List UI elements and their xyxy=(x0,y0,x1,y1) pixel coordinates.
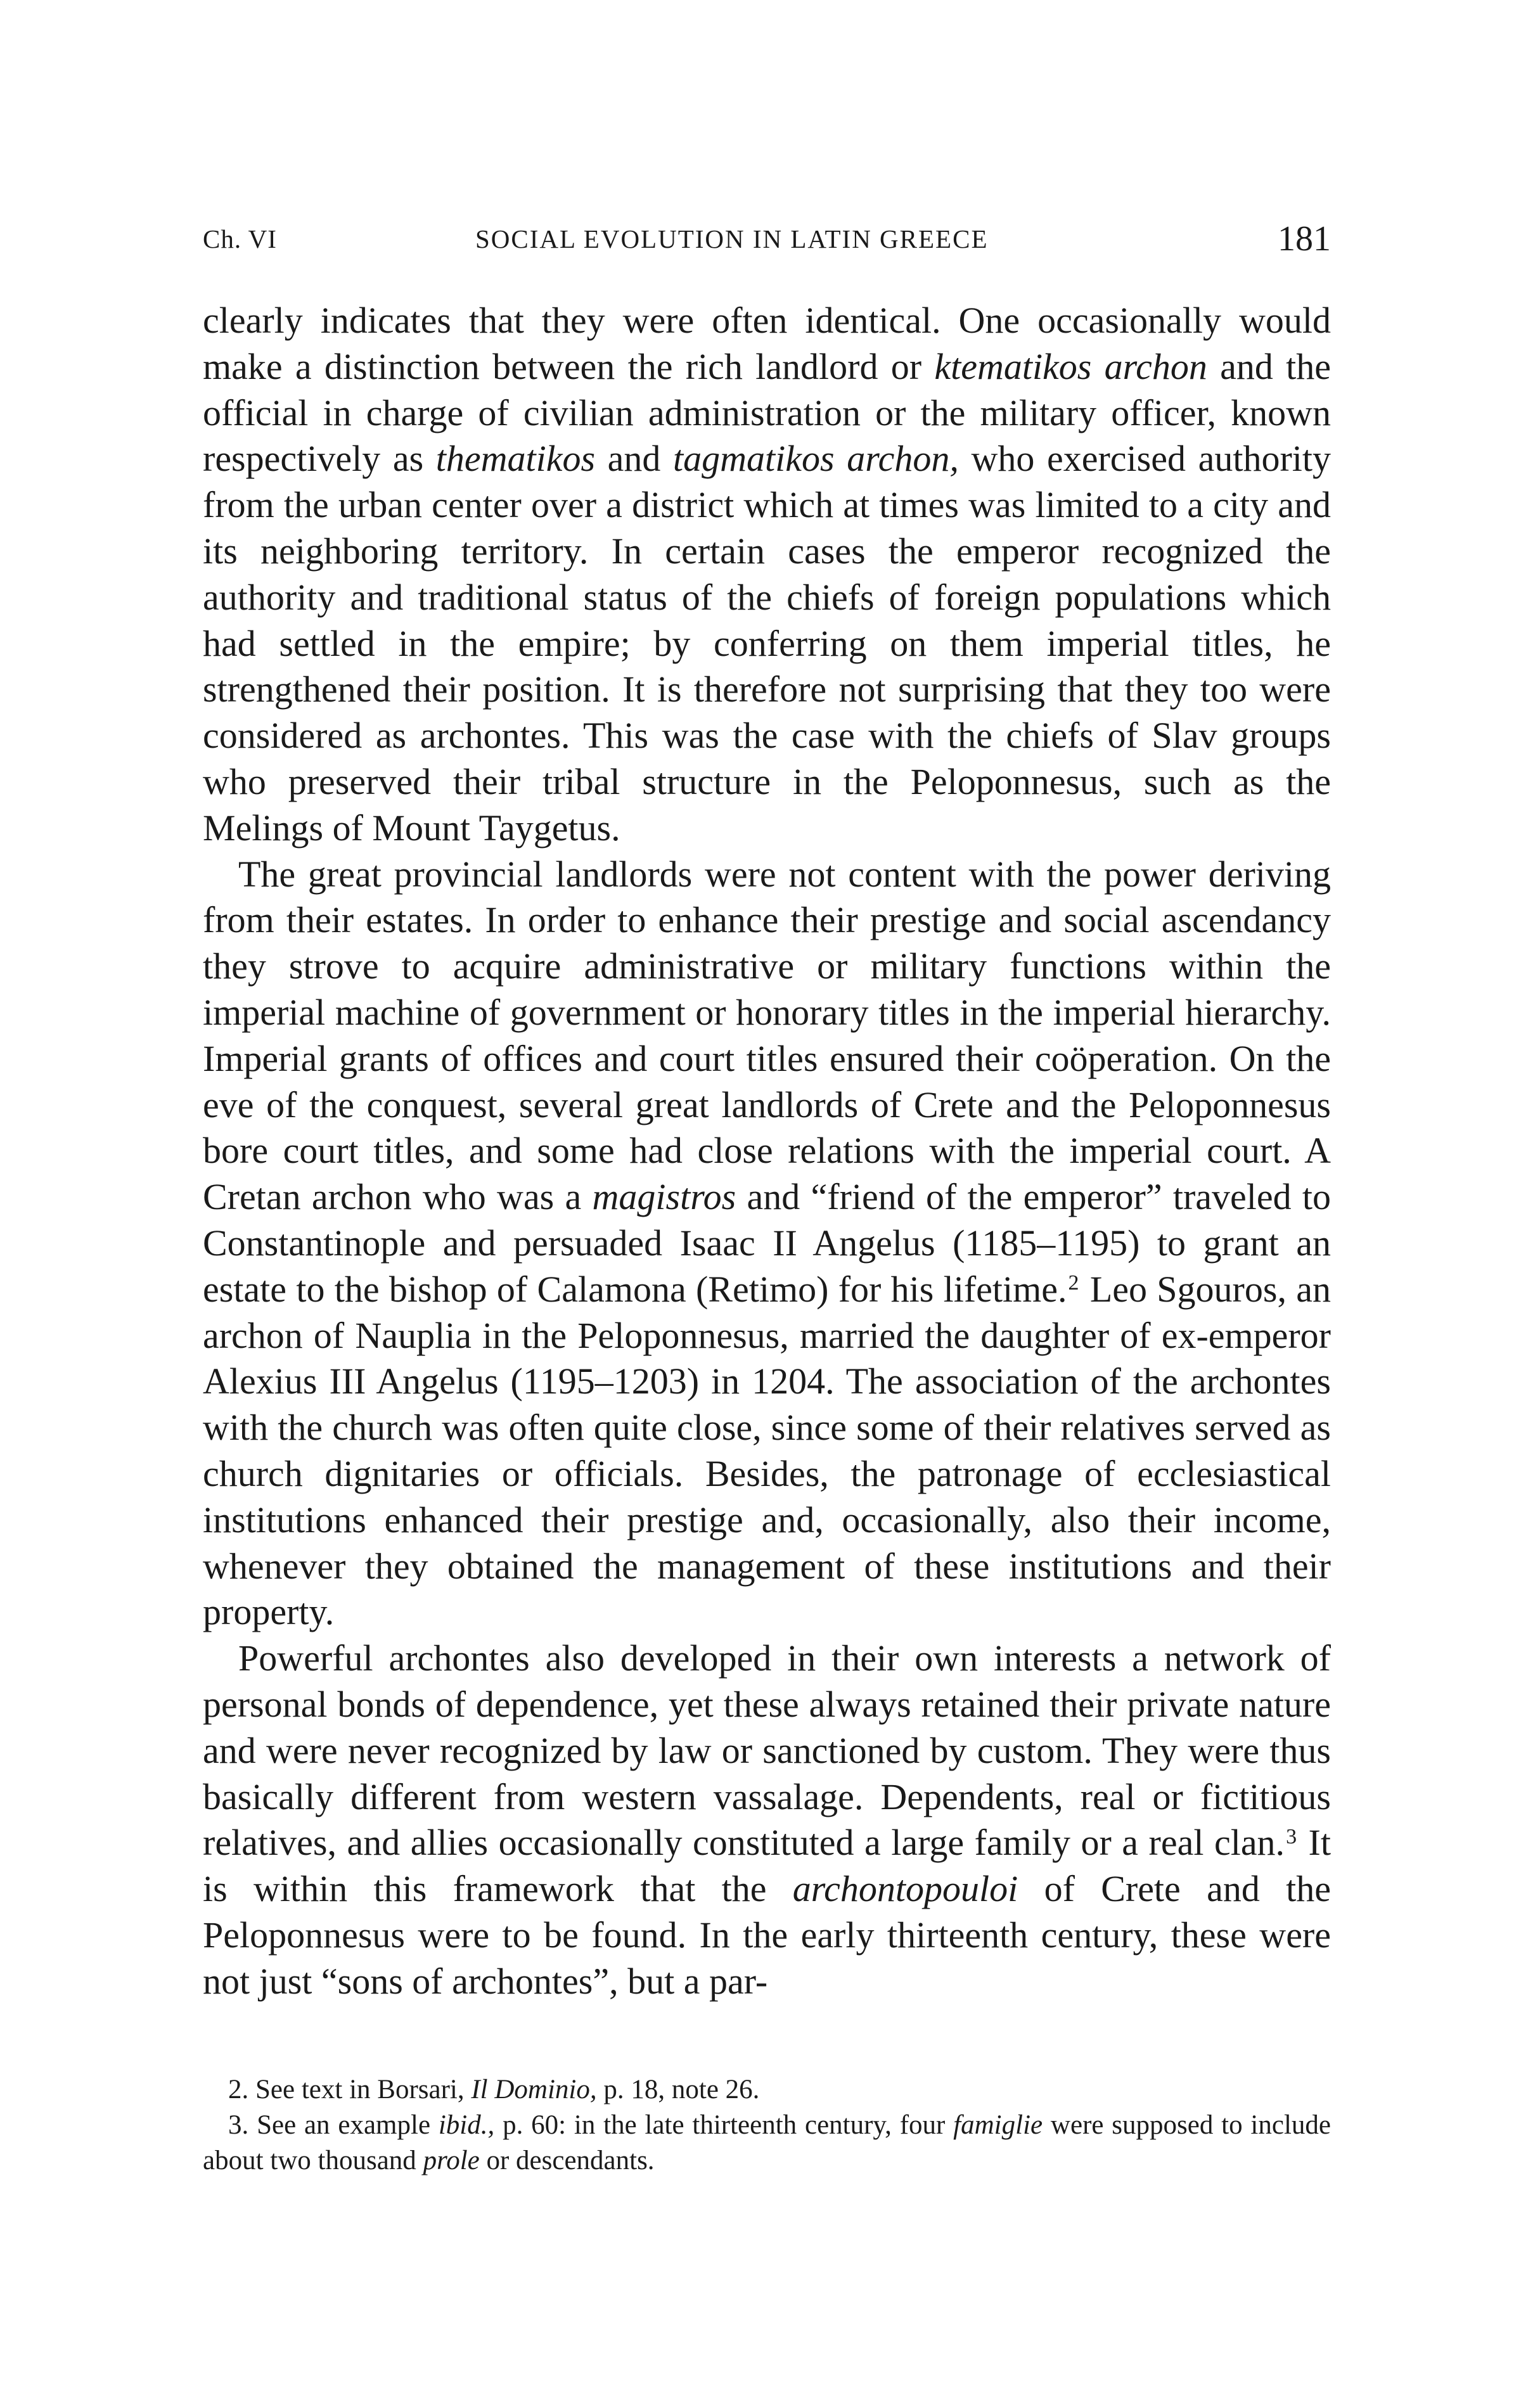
paragraph-3 xyxy=(203,1636,1331,2004)
paragraph-text: It is within this framework that the xyxy=(203,1822,1331,1910)
italic-term: magistros xyxy=(592,1176,736,1218)
italic-term: thematikos xyxy=(435,438,596,480)
italic-term: ktematikos archon xyxy=(934,345,1207,387)
chapter-label: Ch. VI xyxy=(203,224,277,253)
footnote-italic: famiglie xyxy=(953,2110,1043,2140)
paragraph-text: The great provincial landlords were not content with the power deriving from their estates. In order to enhance their prestige and social ascendancy they strove to acquire administrative or military functions within the imperial machine of government or honorary titles in the imperial hierarchy. Imperial grants of offices and court titles ensured their coöperation. On the eve of the conquest, several great landlords of Crete and the Peloponnesus bore court titles, and some had close relations with the imperial court. A Cretan archon who was a xyxy=(203,853,1331,1218)
footnote-reference[interactable]: 3 xyxy=(1286,1824,1297,1848)
paragraph-text: of Crete and the Peloponnesus were to be found. In the early thirteenth century, these were not just “sons of archontes”, but a par- xyxy=(203,1868,1331,2002)
footnote-text: or descendants. xyxy=(479,2146,655,2175)
paragraph-2 xyxy=(203,852,1331,1636)
footnote-text: 2. See text in Borsari, xyxy=(228,2075,472,2104)
running-title: SOCIAL EVOLUTION IN LATIN GREECE xyxy=(475,224,989,253)
footnote-text: were supposed to include about two thousand xyxy=(203,2110,1331,2175)
body-text xyxy=(203,298,1331,2004)
paragraph-text: and the official in charge of civilian administration or the military officer, known respectively as xyxy=(203,345,1331,480)
italic-term: archontopouloi xyxy=(792,1868,1018,1910)
footnote-2 xyxy=(203,2072,1331,2108)
paragraph-text: Leo Sgouros, an archon of Nauplia in the Peloponnesus, married the daughter of ex-emperor Alexius III Angelus (1195–1203) in 1204. The association of the archontes with the church was often quite close, since some of their relatives served as church dignitaries or officials. Besides, the patronage of ecclesiastical institutions enhanced their prestige and, occasionally, also their income, whenever they obtained the management of these institutions and their property. xyxy=(203,1268,1331,1633)
footnote-italic: Il Dominio, xyxy=(471,2075,597,2104)
footnote-text: p. 60: in the late thirteenth century, four xyxy=(494,2110,954,2140)
footnote-italic: prole xyxy=(423,2146,480,2175)
footnote-text: 3. See an example xyxy=(228,2110,439,2140)
paragraph-text: and xyxy=(595,438,674,480)
paragraph-1 xyxy=(203,298,1331,852)
page-number: 181 xyxy=(1278,219,1331,259)
paragraph-text: who exercised authority from the urban center over a district which at times was limited to a city and its neighboring territory. In certain cases the emperor recognized the authority and traditional status of the chiefs of foreign populations which had settled in the empire; by conferring on them imperial titles, he strengthened their position. It is therefore not surprising that they too were considered as archontes. This was the case with the chiefs of Slav groups who preserved their tribal structure in the Peloponnesus, such as the Melings of Mount Taygetus. xyxy=(203,438,1331,849)
running-head xyxy=(203,219,1331,263)
footnote-text: p. 18, note 26. xyxy=(596,2075,760,2104)
paragraph-text: Powerful archontes also developed in their own interests a network of personal bonds of dependence, yet these always retained their private nature and were never recognized by law or sanctioned by custom. They were thus basically different from western vassalage. Dependents, real or fictitious relatives, and allies occasionally constituted a large family or a real clan. xyxy=(203,1637,1331,1864)
paragraph-text: and “friend of the emperor” traveled to Constantinople and persuaded Isaac II Angelus (1185–1195) to grant an estate to the bishop of Calamona (Retimo) for his lifetime. xyxy=(203,1176,1331,1310)
footnote-italic: ibid., xyxy=(438,2110,495,2140)
italic-term: tagmatikos archon, xyxy=(673,438,959,480)
paragraph-text: clearly indicates that they were often identical. One occasionally would make a distinction between the rich landlord or xyxy=(203,300,1331,387)
footnote-3 xyxy=(203,2108,1331,2179)
footnotes xyxy=(203,2072,1331,2179)
footnote-reference[interactable]: 2 xyxy=(1068,1271,1079,1295)
